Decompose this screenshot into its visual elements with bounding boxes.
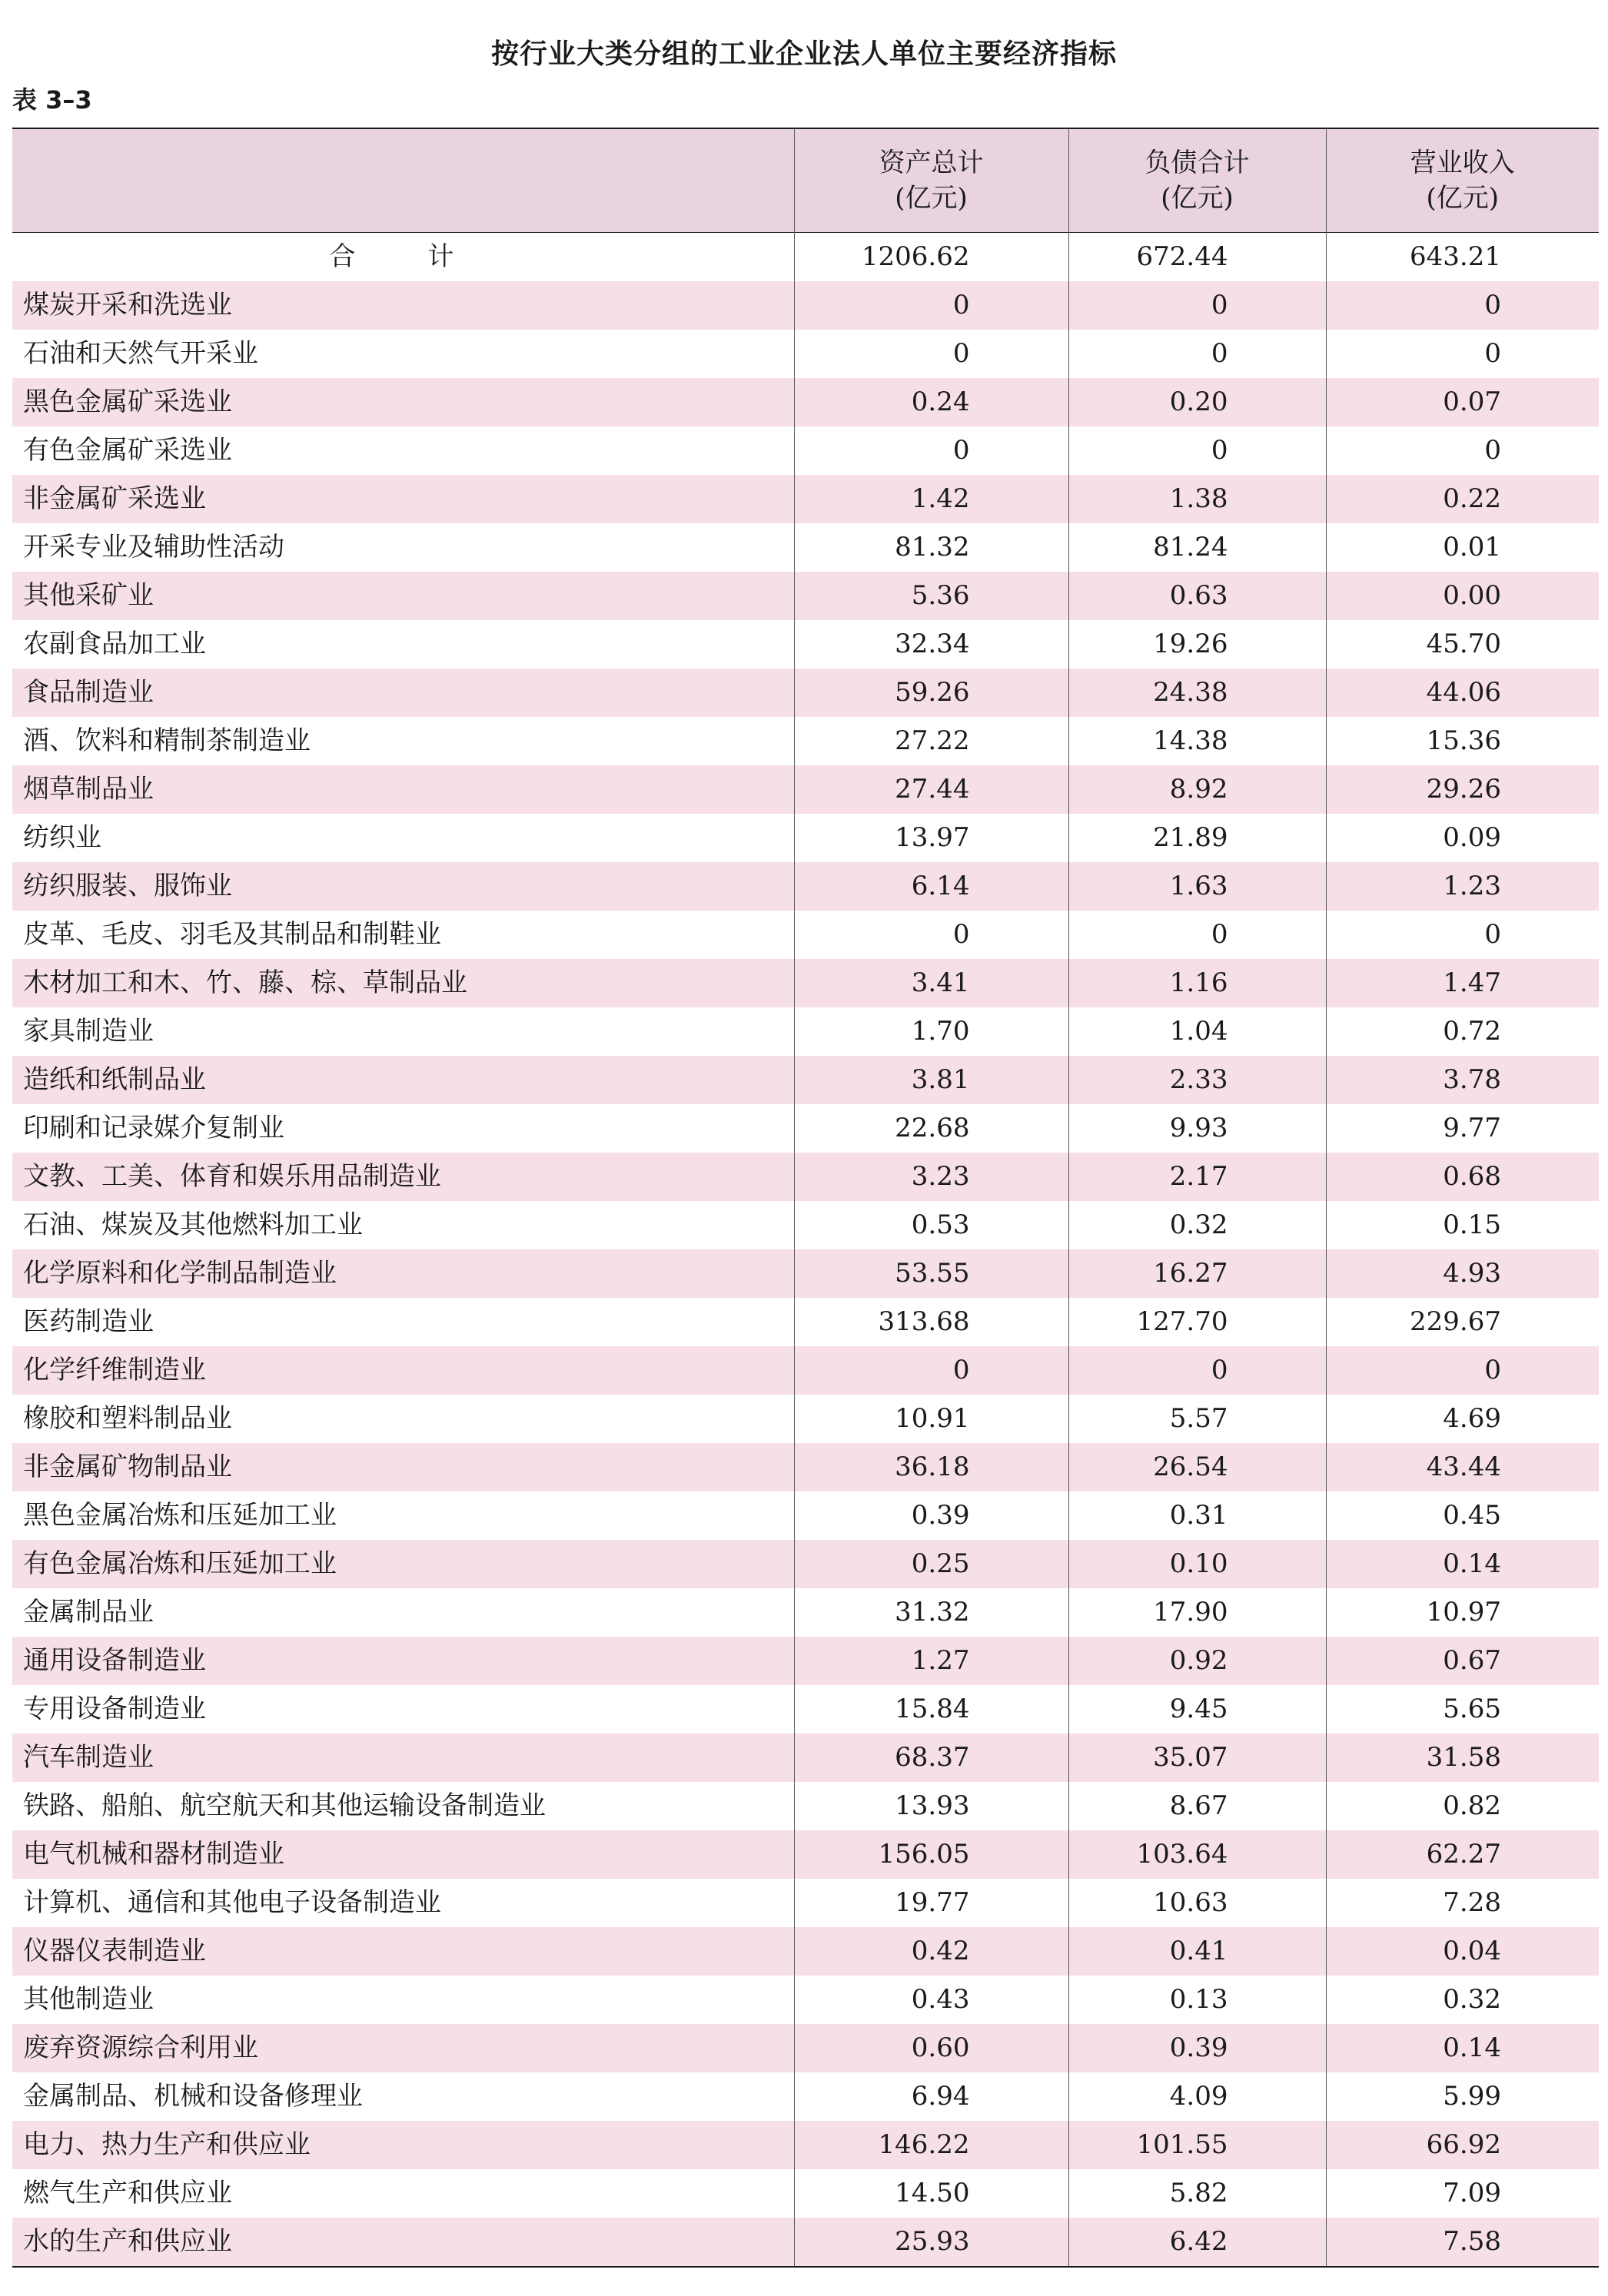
assets-cell: 0.60 <box>794 2024 1068 2072</box>
liabilities-cell: 0.13 <box>1068 1976 1326 2024</box>
revenue-cell: 0.01 <box>1326 523 1599 572</box>
revenue-cell: 0 <box>1326 426 1599 475</box>
table-row <box>12 862 1599 911</box>
total-row <box>12 232 1599 281</box>
liabilities-cell: 19.26 <box>1068 620 1326 669</box>
industry-name-cell: 废弃资源综合利用业 <box>23 2032 258 2063</box>
table-row <box>12 1395 1599 1443</box>
table-row <box>12 2169 1599 2218</box>
assets-cell: 3.81 <box>794 1056 1068 1104</box>
liabilities-cell: 0 <box>1068 426 1326 475</box>
revenue-cell: 5.65 <box>1326 1685 1599 1734</box>
industry-name-cell: 文教、工美、体育和娱乐用品制造业 <box>23 1160 441 1192</box>
table-row <box>12 1927 1599 1976</box>
table-row <box>12 2072 1599 2121</box>
assets-cell: 0 <box>794 1346 1068 1395</box>
revenue-cell: 0.22 <box>1326 475 1599 523</box>
table-row <box>12 475 1599 523</box>
revenue-cell: 0.14 <box>1326 2024 1599 2072</box>
revenue-cell: 66.92 <box>1326 2121 1599 2169</box>
industry-name-cell: 金属制品业 <box>23 1596 154 1627</box>
liabilities-cell: 1.04 <box>1068 1007 1326 1056</box>
table-row <box>12 281 1599 330</box>
table-row <box>12 1734 1599 1782</box>
header-assets <box>794 128 1068 232</box>
revenue-cell: 1.47 <box>1326 959 1599 1007</box>
revenue-cell: 0.68 <box>1326 1153 1599 1201</box>
assets-cell: 1.42 <box>794 475 1068 523</box>
header-assets-unit: (亿元) <box>895 182 968 214</box>
assets-cell: 3.41 <box>794 959 1068 1007</box>
industry-name-cell: 非金属矿采选业 <box>23 483 206 514</box>
liabilities-cell: 2.17 <box>1068 1153 1326 1201</box>
assets-cell: 146.22 <box>794 2121 1068 2169</box>
industry-name-cell: 水的生产和供应业 <box>23 2225 232 2257</box>
assets-cell: 13.93 <box>794 1782 1068 1830</box>
assets-cell: 19.77 <box>794 1879 1068 1927</box>
liabilities-cell: 4.09 <box>1068 2072 1326 2121</box>
economic-indicators-table <box>12 128 1599 2268</box>
table-number: 表 3–3 <box>12 85 92 114</box>
industry-name-cell: 石油、煤炭及其他燃料加工业 <box>23 1209 363 1240</box>
industry-name-cell: 橡胶和塑料制品业 <box>23 1402 232 1434</box>
table-row <box>12 1298 1599 1346</box>
revenue-cell: 5.99 <box>1326 2072 1599 2121</box>
assets-cell: 10.91 <box>794 1395 1068 1443</box>
liabilities-cell: 0 <box>1068 1346 1326 1395</box>
industry-name-cell: 农副食品加工业 <box>23 628 206 659</box>
liabilities-cell: 14.38 <box>1068 717 1326 765</box>
page-title: 按行业大类分组的工业企业法人单位主要经济指标 <box>490 38 1117 70</box>
revenue-cell: 31.58 <box>1326 1734 1599 1782</box>
assets-cell: 0 <box>794 426 1068 475</box>
table-body <box>12 232 1599 2267</box>
industry-name-cell: 皮革、毛皮、羽毛及其制品和制鞋业 <box>23 918 441 950</box>
revenue-cell: 1.23 <box>1326 862 1599 911</box>
table-row <box>12 1976 1599 2024</box>
revenue-cell: 4.93 <box>1326 1249 1599 1298</box>
header-industry <box>12 128 794 232</box>
liabilities-cell: 16.27 <box>1068 1249 1326 1298</box>
assets-cell: 156.05 <box>794 1830 1068 1879</box>
assets-cell: 0.53 <box>794 1201 1068 1249</box>
table-row <box>12 620 1599 669</box>
liabilities-cell: 17.90 <box>1068 1588 1326 1637</box>
industry-name-cell: 黑色金属冶炼和压延加工业 <box>23 1499 337 1531</box>
assets-cell: 31.32 <box>794 1588 1068 1637</box>
liabilities-cell: 101.55 <box>1068 2121 1326 2169</box>
liabilities-cell: 0.92 <box>1068 1637 1326 1685</box>
assets-cell: 1206.62 <box>794 232 1068 281</box>
industry-name-cell: 铁路、船舶、航空航天和其他运输设备制造业 <box>23 1790 546 1821</box>
revenue-cell: 0.15 <box>1326 1201 1599 1249</box>
table-row <box>12 426 1599 475</box>
table-row <box>12 1637 1599 1685</box>
liabilities-cell: 2.33 <box>1068 1056 1326 1104</box>
assets-cell: 68.37 <box>794 1734 1068 1782</box>
assets-cell: 0.42 <box>794 1927 1068 1976</box>
industry-name-cell: 造纸和纸制品业 <box>23 1063 206 1095</box>
table-row <box>12 1104 1599 1153</box>
industry-name-cell: 专用设备制造业 <box>23 1693 206 1724</box>
liabilities-cell: 6.42 <box>1068 2218 1326 2267</box>
assets-cell: 13.97 <box>794 814 1068 862</box>
industry-name-cell: 煤炭开采和洗选业 <box>23 289 232 320</box>
liabilities-cell: 0 <box>1068 330 1326 378</box>
industry-name-cell: 金属制品、机械和设备修理业 <box>23 2080 363 2112</box>
industry-name-cell: 有色金属冶炼和压延加工业 <box>23 1548 337 1579</box>
assets-cell: 25.93 <box>794 2218 1068 2267</box>
table-row <box>12 1491 1599 1540</box>
assets-cell: 6.14 <box>794 862 1068 911</box>
liabilities-cell: 35.07 <box>1068 1734 1326 1782</box>
liabilities-cell: 0.20 <box>1068 378 1326 426</box>
table-row <box>12 572 1599 620</box>
revenue-cell: 0 <box>1326 281 1599 330</box>
liabilities-cell: 0.32 <box>1068 1201 1326 1249</box>
assets-cell: 6.94 <box>794 2072 1068 2121</box>
table-row <box>12 1685 1599 1734</box>
revenue-cell: 0.32 <box>1326 1976 1599 2024</box>
liabilities-cell: 0.41 <box>1068 1927 1326 1976</box>
industry-name-cell: 医药制造业 <box>23 1306 154 1337</box>
revenue-cell: 43.44 <box>1326 1443 1599 1491</box>
table-row <box>12 1588 1599 1637</box>
revenue-cell: 10.97 <box>1326 1588 1599 1637</box>
assets-cell: 1.27 <box>794 1637 1068 1685</box>
assets-cell: 0 <box>794 330 1068 378</box>
liabilities-cell: 10.63 <box>1068 1879 1326 1927</box>
table-row <box>12 959 1599 1007</box>
table-row <box>12 717 1599 765</box>
table-row <box>12 1830 1599 1879</box>
revenue-cell: 0.45 <box>1326 1491 1599 1540</box>
header-revenue-label: 营业收入 <box>1410 147 1515 178</box>
assets-cell: 15.84 <box>794 1685 1068 1734</box>
table-row <box>12 2121 1599 2169</box>
liabilities-cell: 24.38 <box>1068 669 1326 717</box>
table-header-row <box>12 128 1599 232</box>
revenue-cell: 44.06 <box>1326 669 1599 717</box>
revenue-cell: 0.72 <box>1326 1007 1599 1056</box>
assets-cell: 36.18 <box>794 1443 1068 1491</box>
revenue-cell: 0 <box>1326 1346 1599 1395</box>
revenue-cell: 0.04 <box>1326 1927 1599 1976</box>
revenue-cell: 9.77 <box>1326 1104 1599 1153</box>
header-assets-label: 资产总计 <box>879 147 984 178</box>
table-row <box>12 1540 1599 1588</box>
liabilities-cell: 5.57 <box>1068 1395 1326 1443</box>
header-liabilities-label: 负债合计 <box>1145 147 1250 178</box>
revenue-cell: 7.09 <box>1326 2169 1599 2218</box>
table-row <box>12 1056 1599 1104</box>
industry-name-cell: 酒、饮料和精制茶制造业 <box>23 725 311 756</box>
table-row <box>12 765 1599 814</box>
liabilities-cell: 0.63 <box>1068 572 1326 620</box>
industry-name-cell: 纺织服装、服饰业 <box>23 870 232 901</box>
assets-cell: 27.22 <box>794 717 1068 765</box>
liabilities-cell: 0 <box>1068 911 1326 959</box>
liabilities-cell: 0.31 <box>1068 1491 1326 1540</box>
revenue-cell: 229.67 <box>1326 1298 1599 1346</box>
industry-name-cell: 电力、热力生产和供应业 <box>23 2128 311 2160</box>
industry-name-cell: 化学纤维制造业 <box>23 1354 206 1385</box>
assets-cell: 5.36 <box>794 572 1068 620</box>
assets-cell: 0.25 <box>794 1540 1068 1588</box>
industry-name-cell: 汽车制造业 <box>23 1741 154 1773</box>
liabilities-cell: 103.64 <box>1068 1830 1326 1879</box>
liabilities-cell: 1.16 <box>1068 959 1326 1007</box>
revenue-cell: 0.67 <box>1326 1637 1599 1685</box>
liabilities-cell: 1.38 <box>1068 475 1326 523</box>
liabilities-cell: 672.44 <box>1068 232 1326 281</box>
revenue-cell: 0.07 <box>1326 378 1599 426</box>
assets-cell: 59.26 <box>794 669 1068 717</box>
assets-cell: 22.68 <box>794 1104 1068 1153</box>
table-row <box>12 669 1599 717</box>
industry-name-cell: 其他采矿业 <box>23 579 154 611</box>
industry-name-cell: 有色金属矿采选业 <box>23 434 232 466</box>
industry-name-cell: 木材加工和木、竹、藤、棕、草制品业 <box>23 967 467 998</box>
revenue-cell: 7.28 <box>1326 1879 1599 1927</box>
table-row <box>12 1346 1599 1395</box>
table-row <box>12 1782 1599 1830</box>
industry-name-cell: 燃气生产和供应业 <box>23 2177 232 2208</box>
revenue-cell: 0.14 <box>1326 1540 1599 1588</box>
header-revenue-unit: (亿元) <box>1426 182 1500 214</box>
assets-cell: 0.24 <box>794 378 1068 426</box>
liabilities-cell: 0.39 <box>1068 2024 1326 2072</box>
revenue-cell: 0.82 <box>1326 1782 1599 1830</box>
table-row <box>12 1201 1599 1249</box>
revenue-cell: 0.00 <box>1326 572 1599 620</box>
industry-name-cell: 电气机械和器材制造业 <box>23 1838 284 1870</box>
liabilities-cell: 81.24 <box>1068 523 1326 572</box>
assets-cell: 53.55 <box>794 1249 1068 1298</box>
assets-cell: 3.23 <box>794 1153 1068 1201</box>
revenue-cell: 15.36 <box>1326 717 1599 765</box>
industry-name-cell: 计算机、通信和其他电子设备制造业 <box>23 1886 441 1918</box>
liabilities-cell: 8.67 <box>1068 1782 1326 1830</box>
industry-name-cell: 黑色金属矿采选业 <box>23 386 232 417</box>
assets-cell: 27.44 <box>794 765 1068 814</box>
industry-name-cell: 化学原料和化学制品制造业 <box>23 1257 337 1289</box>
revenue-cell: 0 <box>1326 911 1599 959</box>
table-row <box>12 2024 1599 2072</box>
table-row <box>12 378 1599 426</box>
industry-name-cell: 石油和天然气开采业 <box>23 337 258 369</box>
revenue-cell: 29.26 <box>1326 765 1599 814</box>
industry-name-cell: 其他制造业 <box>23 1983 154 2015</box>
revenue-cell: 0.09 <box>1326 814 1599 862</box>
table-row <box>12 1153 1599 1201</box>
table-row <box>12 814 1599 862</box>
industry-name-cell: 通用设备制造业 <box>23 1644 206 1676</box>
table-row <box>12 523 1599 572</box>
assets-cell: 81.32 <box>794 523 1068 572</box>
industry-name-cell: 纺织业 <box>23 821 101 853</box>
liabilities-cell: 8.92 <box>1068 765 1326 814</box>
industry-name-cell: 合 计 <box>329 241 477 272</box>
assets-cell: 0.43 <box>794 1976 1068 2024</box>
industry-name-cell: 仪器仪表制造业 <box>23 1935 206 1966</box>
assets-cell: 14.50 <box>794 2169 1068 2218</box>
assets-cell: 32.34 <box>794 620 1068 669</box>
assets-cell: 1.70 <box>794 1007 1068 1056</box>
header-liabilities <box>1068 128 1326 232</box>
liabilities-cell: 127.70 <box>1068 1298 1326 1346</box>
revenue-cell: 62.27 <box>1326 1830 1599 1879</box>
liabilities-cell: 0 <box>1068 281 1326 330</box>
liabilities-cell: 26.54 <box>1068 1443 1326 1491</box>
liabilities-cell: 21.89 <box>1068 814 1326 862</box>
table-row <box>12 1249 1599 1298</box>
table-row <box>12 911 1599 959</box>
liabilities-cell: 5.82 <box>1068 2169 1326 2218</box>
assets-cell: 0 <box>794 281 1068 330</box>
industry-name-cell: 开采专业及辅助性活动 <box>23 531 284 562</box>
liabilities-cell: 0.10 <box>1068 1540 1326 1588</box>
table-row <box>12 1443 1599 1491</box>
industry-name-cell: 食品制造业 <box>23 676 154 708</box>
table-row <box>12 1007 1599 1056</box>
industry-name-cell: 印刷和记录媒介复制业 <box>23 1112 284 1143</box>
table-row <box>12 1879 1599 1927</box>
liabilities-cell: 1.63 <box>1068 862 1326 911</box>
revenue-cell: 7.58 <box>1326 2218 1599 2267</box>
assets-cell: 313.68 <box>794 1298 1068 1346</box>
revenue-cell: 4.69 <box>1326 1395 1599 1443</box>
industry-name-cell: 非金属矿物制品业 <box>23 1451 232 1482</box>
liabilities-cell: 9.93 <box>1068 1104 1326 1153</box>
assets-cell: 0.39 <box>794 1491 1068 1540</box>
table-row <box>12 330 1599 378</box>
revenue-cell: 0 <box>1326 330 1599 378</box>
revenue-cell: 45.70 <box>1326 620 1599 669</box>
liabilities-cell: 9.45 <box>1068 1685 1326 1734</box>
industry-name-cell: 烟草制品业 <box>23 773 154 805</box>
assets-cell: 0 <box>794 911 1068 959</box>
header-revenue <box>1326 128 1599 232</box>
table-row <box>12 2218 1599 2267</box>
revenue-cell: 3.78 <box>1326 1056 1599 1104</box>
revenue-cell: 643.21 <box>1326 232 1599 281</box>
header-liabilities-unit: (亿元) <box>1161 182 1234 214</box>
industry-name-cell: 家具制造业 <box>23 1015 154 1047</box>
